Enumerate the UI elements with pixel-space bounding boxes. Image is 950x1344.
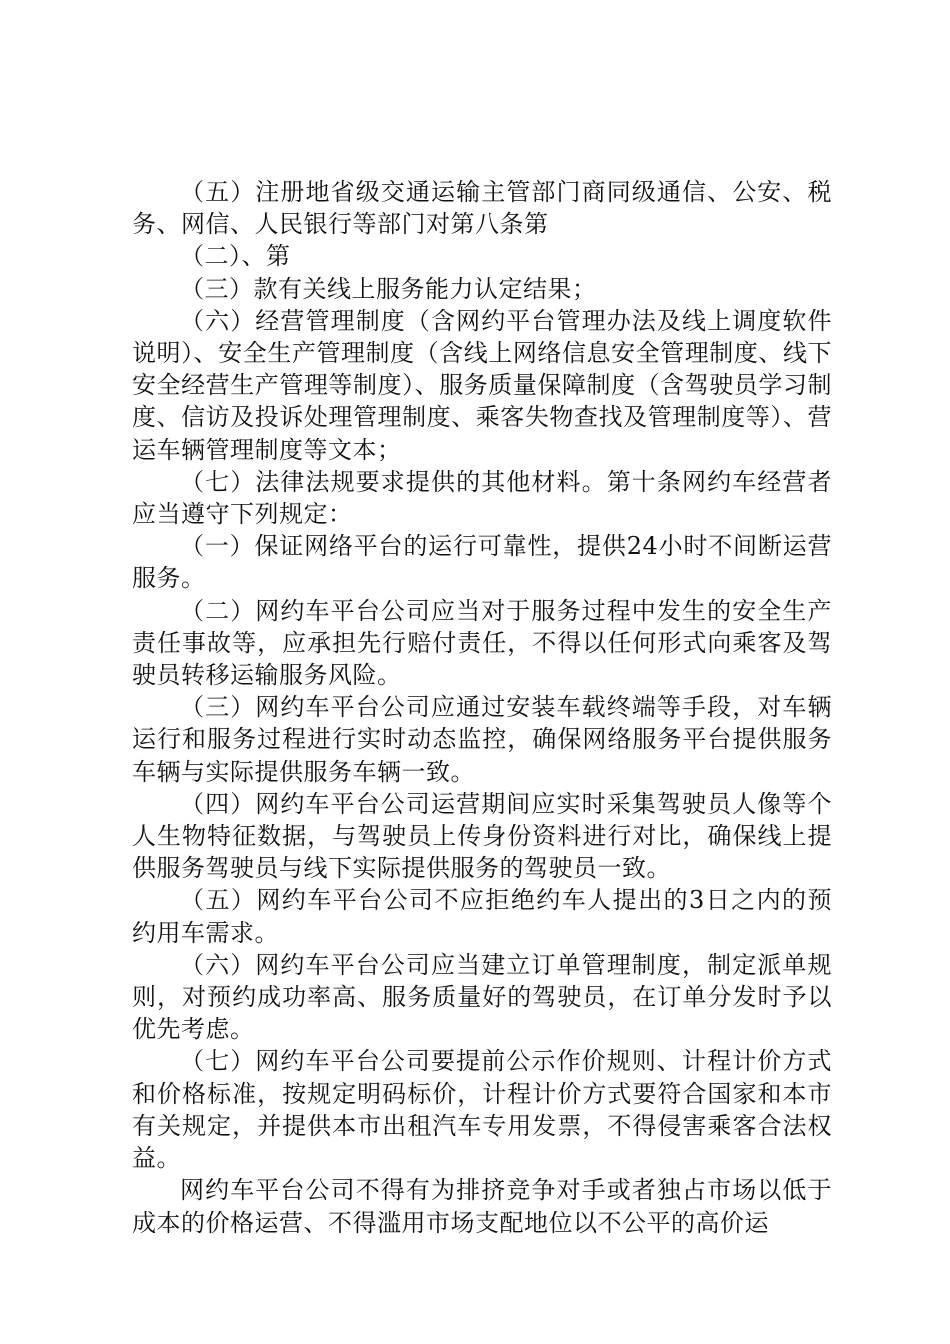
paragraph: （三）网约车平台公司应通过安装车载终端等手段，对车辆运行和服务过程进行实时动态监控，确保网络服务平台提供服务车辆与实际提供服务车辆一致。 <box>132 693 832 786</box>
paragraph: （二）网约车平台公司应当对于服务过程中发生的安全生产责任事故等，应承担先行赔付责任，不得以任何形式向乘客及驾驶员转移运输服务风险。 <box>132 596 832 690</box>
paragraph: （七）法律法规要求提供的其他材料。第十条网约车经营者应当遵守下列规定： <box>132 467 832 529</box>
document-body <box>132 176 832 1239</box>
paragraph: （五）注册地省级交通运输主管部门商同级通信、公安、税务、网信、人民银行等部门对第八条第 <box>132 178 832 239</box>
paragraph: （一）保证网络平台的运行可靠性，提供24小时不间断运营服务。 <box>132 532 832 593</box>
paragraph: （三）款有关线上服务能力认定结果； <box>180 274 597 303</box>
paragraph: （四）网约车平台公司运营期间应实时采集驾驶员人像等个人生物特征数据，与驾驶员上传身份资料进行对比，确保线上提供服务驾驶员与线下实际提供服务的驾驶员一致。 <box>132 789 832 883</box>
paragraph: （七）网约车平台公司要提前公示作价规则、计程计价方式和价格标准，按规定明码标价，计程计价方式要符合国家和本市有关规定，并提供本市出租汽车专用发票，不得侵害乘客合法权益。 <box>132 1047 832 1173</box>
paragraph: （五）网约车平台公司不应拒绝约车人提出的3日之内的预约用车需求。 <box>132 886 832 947</box>
paragraph: （六）经营管理制度（含网约平台管理办法及线上调度软件说明）、安全生产管理制度（含线上网络信息安全管理制度、线下安全经营生产管理等制度）、服务质量保障制度（含驾驶员学习制度、信访及投诉处理管理制度、乘客失物查找及管理制度等）、营运车辆管理制度等文本； <box>132 306 832 464</box>
paragraph: （六）网约车平台公司应当建立订单管理制度，制定派单规则，对预约成功率高、服务质量好的驾驶员，在订单分发时予以优先考虑。 <box>132 950 832 1044</box>
paragraph: （二）、第 <box>180 242 291 271</box>
paragraph: 网约车平台公司不得有为排挤竞争对手或者独占市场以低于成本的价格运营、不得滥用市场支配地位以不公平的高价运 <box>132 1176 832 1237</box>
